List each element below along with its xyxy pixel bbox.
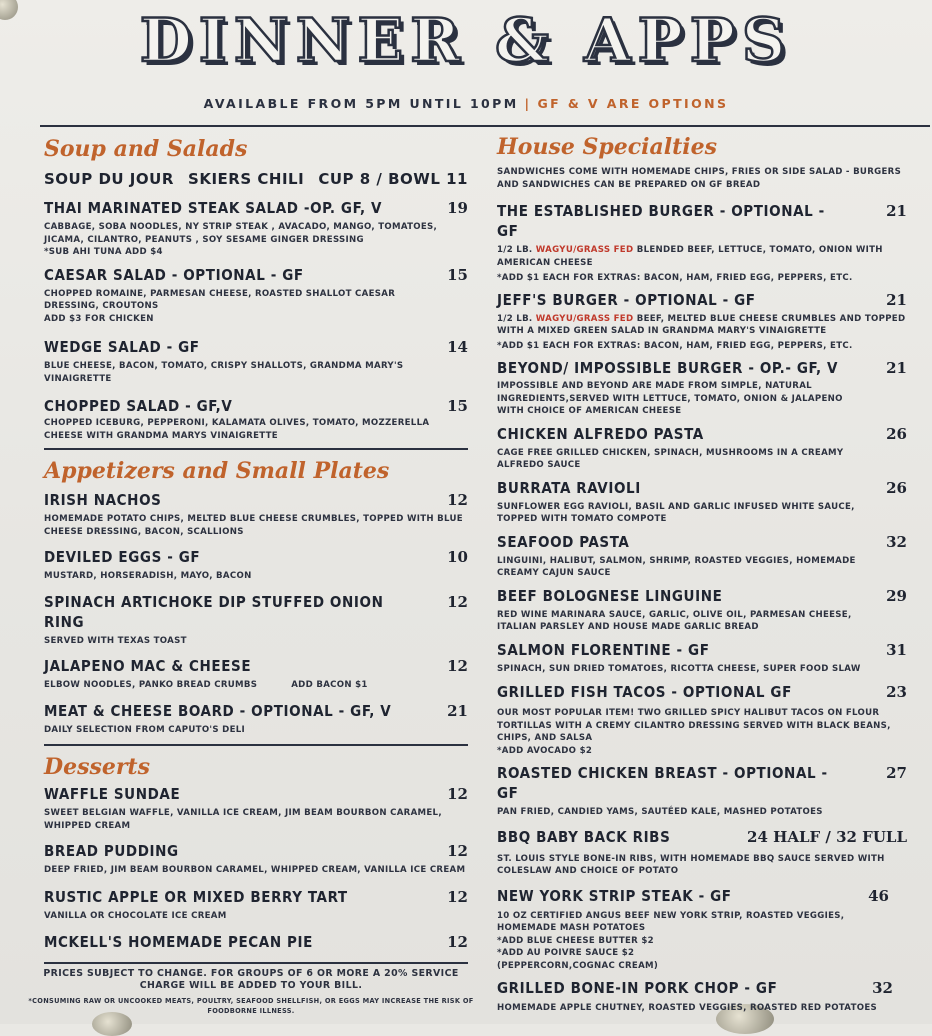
wagyu-highlight: WAGYU/GRASS FED bbox=[535, 245, 634, 255]
item-name: RUSTIC APPLE OR MIXED BERRY TART bbox=[44, 887, 348, 906]
menu-item bbox=[497, 827, 907, 878]
menu-item bbox=[44, 656, 468, 692]
menu-item bbox=[497, 886, 907, 973]
item-description: CHOPPED ROMAINE, PARMESAN CHEESE, ROASTED SHALLOT CAESAR DRESSING, CROUTONS bbox=[44, 288, 396, 311]
item-name: IRISH NACHOS bbox=[44, 491, 162, 509]
item-price: 12 bbox=[447, 887, 468, 906]
item-name: THAI MARINATED STEAK SALAD -OP. GF, V bbox=[44, 199, 383, 217]
item-price: 32 bbox=[886, 532, 907, 551]
item-name: GRILLED BONE-IN PORK CHOP - GF bbox=[497, 979, 778, 997]
item-extra: *SUB AHI TUNA ADD $4 bbox=[44, 247, 163, 257]
item-price: 21 bbox=[886, 290, 907, 309]
item-price: 12 bbox=[447, 933, 468, 951]
item-description: SPINACH, SUN DRIED TOMATOES, RICOTTA CHEESE, SUPER FOOD SLAW bbox=[497, 663, 861, 674]
item-description: DAILY SELECTION FROM CAPUTO'S DELI bbox=[44, 724, 246, 735]
item-description: CABBAGE, SOBA NOODLES, NY STRIP STEAK , AVACADO, MANGO, TOMATOES, JICAMA, CILANTRO, PEANUTS , SOY SESAME GINGER DRESSING bbox=[44, 222, 438, 245]
item-name: GRILLED FISH TACOS - OPTIONAL GF bbox=[497, 683, 792, 701]
item-price: 21 bbox=[886, 202, 907, 220]
item-description: DEEP FRIED, JIM BEAM BOURBON CARAMEL, WHIPPED CREAM, VANILLA ICE CREAM bbox=[44, 865, 466, 875]
item-name: THE ESTABLISHED BURGER - OPTIONAL - GF bbox=[497, 202, 825, 240]
item-price: 12 bbox=[447, 657, 468, 675]
item-price: 15 bbox=[447, 265, 468, 284]
item-name: SALMON FLORENTINE - GF bbox=[497, 640, 710, 659]
menu-subtitle bbox=[0, 96, 932, 111]
menu-item bbox=[497, 478, 907, 526]
menu-item bbox=[497, 358, 907, 418]
item-description-pre: 1/2 LB. bbox=[497, 313, 536, 324]
item-description-post: BLENDED BEEF, LETTUCE, TOMATO, ONION WITH AMERICAN CHEESE bbox=[497, 245, 883, 268]
right-column bbox=[497, 130, 907, 1015]
item-description: PAN FRIED, CANDIED YAMS, SAUTÉED KALE, MASHED POTATOES bbox=[497, 807, 823, 817]
item-description-pre: 1/2 LB. bbox=[497, 245, 536, 255]
item-name: DEVILED EGGS - GF bbox=[44, 548, 201, 566]
item-description-post: BEEF, MELTED BLUE CHEESE CRUMBLES AND TOPPED WITH A MIXED GREEN SALAD IN GRANDMA MARY'S VINAIGRETTE bbox=[497, 313, 906, 336]
menu-item bbox=[497, 532, 907, 580]
menu-item bbox=[44, 490, 468, 538]
item-price: 29 bbox=[886, 586, 907, 605]
section-title-desserts: Desserts bbox=[44, 754, 150, 780]
wagyu-highlight: WAGYU/GRASS FED bbox=[535, 313, 634, 324]
options-text: GF & V ARE OPTIONS bbox=[537, 96, 729, 111]
header-divider bbox=[40, 125, 930, 127]
item-name: BBQ BABY BACK RIBS bbox=[497, 827, 671, 846]
item-extra: *ADD AVOCADO $2 bbox=[497, 745, 593, 756]
menu-item bbox=[497, 290, 907, 353]
item-description: BLUE CHEESE, BACON, TOMATO, CRISPY SHALLOTS, GRANDMA MARY'S VINAIGRETTE bbox=[44, 361, 404, 384]
menu-item bbox=[497, 201, 907, 285]
item-name: WAFFLE SUNDAE bbox=[44, 785, 181, 803]
hours-text: AVAILABLE FROM 5PM UNTIL 10PM bbox=[203, 96, 519, 111]
item-description bbox=[497, 313, 907, 338]
item-description: IMPOSSIBLE AND BEYOND ARE MADE FROM SIMPLE, NATURAL INGREDIENTS,SERVED WITH LETTUCE, TOMATO, ONION & JALAPENO WITH CHOICE OF AMERICAN CHEESE bbox=[497, 381, 843, 416]
service-charge-note: PRICES SUBJECT TO CHANGE. FOR GROUPS OF 6 OR MORE A 20% SERVICE CHARGE WILL BE ADDED TO YOUR BILL. bbox=[43, 968, 459, 991]
item-price: 19 bbox=[447, 199, 468, 217]
menu-title: DINNER & APPS bbox=[139, 6, 793, 76]
item-description: CAGE FREE GRILLED CHICKEN, SPINACH, MUSHROOMS IN A CREAMY ALFREDO SAUCE bbox=[497, 447, 844, 470]
item-price: 26 bbox=[886, 424, 907, 443]
item-description: 10 OZ CERTIFIED ANGUS BEEF NEW YORK STRIP, ROASTED VEGGIES, HOMEMADE MASH POTATOES bbox=[497, 910, 845, 933]
item-price: 27 bbox=[886, 764, 907, 782]
item-description: SUNFLOWER EGG RAVIOLI, BASIL AND GARLIC INFUSED WHITE SAUCE, TOPPED WITH TOMATO COMPOTE bbox=[497, 501, 855, 524]
item-description: CHOPPED ICEBURG, PEPPERONI, KALAMATA OLIVES, TOMATO, MOZZERELLA CHEESE WITH GRANDMA MARYS VINAIGRETTE bbox=[44, 418, 430, 441]
menu-item bbox=[497, 978, 907, 1015]
item-description: ST. LOUIS STYLE BONE-IN RIBS, WITH HOMEMADE BBQ SAUCE SERVED WITH COLESLAW AND CHOICE OF POTATO bbox=[497, 853, 885, 876]
item-price: 32 bbox=[872, 979, 893, 997]
item-name: BEYOND/ IMPOSSIBLE BURGER - OP.- GF, V bbox=[497, 359, 839, 377]
item-extra: ADD $3 FOR CHICKEN bbox=[44, 313, 154, 324]
item-extra: ADD BACON $1 bbox=[291, 680, 368, 690]
item-description: VANILLA OR CHOCOLATE ICE CREAM bbox=[44, 910, 227, 921]
menu-item bbox=[44, 265, 468, 326]
menu-item bbox=[44, 547, 468, 583]
item-extra: *ADD AU POIVRE SAUCE $2 (PEPPERCORN,COGNAC CREAM) bbox=[497, 948, 659, 971]
item-price: 46 bbox=[868, 886, 889, 905]
menu-item bbox=[44, 932, 468, 952]
menu-item bbox=[44, 337, 468, 385]
item-price: 12 bbox=[447, 491, 468, 509]
item-name: MEAT & CHEESE BOARD - OPTIONAL - GF, V bbox=[44, 701, 392, 720]
menu-item bbox=[497, 640, 907, 676]
item-price: 23 bbox=[886, 683, 907, 701]
item-name: CAESAR SALAD - OPTIONAL - GF bbox=[44, 265, 304, 284]
item-name: BURRATA RAVIOLI bbox=[497, 478, 641, 497]
item-description-text: ELBOW NOODLES, PANKO BREAD CRUMBS bbox=[44, 680, 258, 690]
item-price: 21 bbox=[447, 701, 468, 720]
item-description: MUSTARD, HORSERADISH, MAYO, BACON bbox=[44, 571, 252, 581]
item-extra: *ADD $1 EACH FOR EXTRAS: BACON, HAM, FRIED EGG, PEPPERS, ETC. bbox=[497, 273, 853, 283]
item-price: 15 bbox=[447, 397, 468, 415]
item-description: SWEET BELGIAN WAFFLE, VANILLA ICE CREAM, JIM BEAM BOURBON CARAMEL, WHIPPED CREAM bbox=[44, 808, 442, 831]
item-name: ROASTED CHICKEN BREAST - OPTIONAL - GF bbox=[497, 764, 828, 802]
foodborne-warning: *CONSUMING RAW OR UNCOOKED MEATS, POULTRY, SEAFOOD SHELLFISH, OR EGGS MAY INCREASE THE RISK OF FOODBORNE ILLNESS. bbox=[28, 997, 474, 1015]
menu-item bbox=[44, 701, 468, 737]
item-price: 12 bbox=[447, 842, 468, 860]
skiers-chili: SKIERS CHILI bbox=[188, 170, 305, 188]
item-price: 12 bbox=[447, 785, 468, 803]
item-price: 12 bbox=[447, 592, 468, 611]
section-divider bbox=[44, 448, 468, 450]
section-divider bbox=[44, 962, 468, 964]
item-description: RED WINE MARINARA SAUCE, GARLIC, OLIVE OIL, PARMESAN CHEESE, ITALIAN PARSLEY AND HOUSE MADE GARLIC BREAD bbox=[497, 609, 852, 632]
menu-item bbox=[497, 763, 907, 819]
menu-item bbox=[497, 682, 907, 757]
menu-item bbox=[44, 841, 468, 877]
item-extra: *ADD $1 EACH FOR EXTRAS: BACON, HAM, FRIED EGG, PEPPERS, ETC. bbox=[497, 340, 853, 351]
item-description: HOMEMADE POTATO CHIPS, MELTED BLUE CHEESE CRUMBLES, TOPPED WITH BLUE CHEESE DRESSING, BACON, SCALLIONS bbox=[44, 514, 463, 537]
menu-item bbox=[44, 198, 468, 259]
section-divider bbox=[44, 744, 468, 746]
menu-item bbox=[497, 586, 907, 634]
item-extra: *ADD BLUE CHEESE BUTTER $2 bbox=[497, 935, 654, 946]
section-title-appetizers: Appetizers and Small Plates bbox=[44, 458, 390, 484]
menu-item bbox=[44, 784, 468, 832]
subtitle-separator: | bbox=[524, 96, 532, 111]
item-price: 10 bbox=[447, 548, 468, 566]
item-description: SERVED WITH TEXAS TOAST bbox=[44, 635, 187, 646]
item-name: BEEF BOLOGNESE LINGUINE bbox=[497, 586, 723, 605]
item-description: HOMEMADE APPLE CHUTNEY, ROASTED VEGGIES, ROASTED RED POTATOES bbox=[497, 1003, 878, 1013]
item-price: 26 bbox=[886, 478, 907, 497]
item-name: NEW YORK STRIP STEAK - GF bbox=[497, 886, 732, 905]
left-column bbox=[28, 132, 474, 1016]
item-description: OUR MOST POPULAR ITEM! TWO GRILLED SPICY HALIBUT TACOS ON FLOUR TORTILLAS WITH A CREMY CILANTRO DRESSING SERVED WITH BLACK BEANS, CHIPS, AND SALSA bbox=[497, 708, 891, 743]
menu-item bbox=[44, 887, 468, 923]
item-name: MCKELL'S HOMEMADE PECAN PIE bbox=[44, 933, 313, 951]
item-price: 31 bbox=[886, 640, 907, 659]
item-name: BREAD PUDDING bbox=[44, 842, 179, 860]
soup-row bbox=[44, 168, 468, 190]
item-description bbox=[44, 679, 468, 692]
item-name: CHOPPED SALAD - GF,V bbox=[44, 397, 233, 415]
soup-du-jour: SOUP DU JOUR bbox=[44, 170, 174, 188]
section-title-soup-salads: Soup and Salads bbox=[44, 136, 248, 162]
item-name: SPINACH ARTICHOKE DIP STUFFED ONION RING bbox=[44, 592, 384, 631]
item-name: CHICKEN ALFREDO PASTA bbox=[497, 424, 704, 443]
item-description bbox=[497, 244, 907, 269]
item-name: JEFF'S BURGER - OPTIONAL - GF bbox=[497, 290, 756, 309]
item-name: SEAFOOD PASTA bbox=[497, 532, 630, 551]
item-name: WEDGE SALAD - GF bbox=[44, 338, 200, 356]
menu-item bbox=[44, 592, 468, 648]
item-price: 14 bbox=[447, 338, 468, 356]
item-price: 24 HALF / 32 FULL bbox=[747, 827, 907, 846]
house-intro: SANDWICHES COME WITH HOMEMADE CHIPS, FRIES OR SIDE SALAD - BURGERS AND SANDWICHES CAN BE PREPARED ON GF BREAD bbox=[497, 167, 902, 190]
item-price: 21 bbox=[886, 359, 907, 377]
menu-item bbox=[44, 396, 468, 442]
cup-bowl-price: CUP 8 / BOWL 11 bbox=[318, 170, 468, 188]
menu-item bbox=[497, 424, 907, 472]
item-name: JALAPENO MAC & CHEESE bbox=[44, 657, 252, 675]
section-title-house-specialties: House Specialties bbox=[497, 134, 718, 160]
item-description: LINGUINI, HALIBUT, SALMON, SHRIMP, ROASTED VEGGIES, HOMEMADE CREAMY CAJUN SAUCE bbox=[497, 555, 856, 578]
